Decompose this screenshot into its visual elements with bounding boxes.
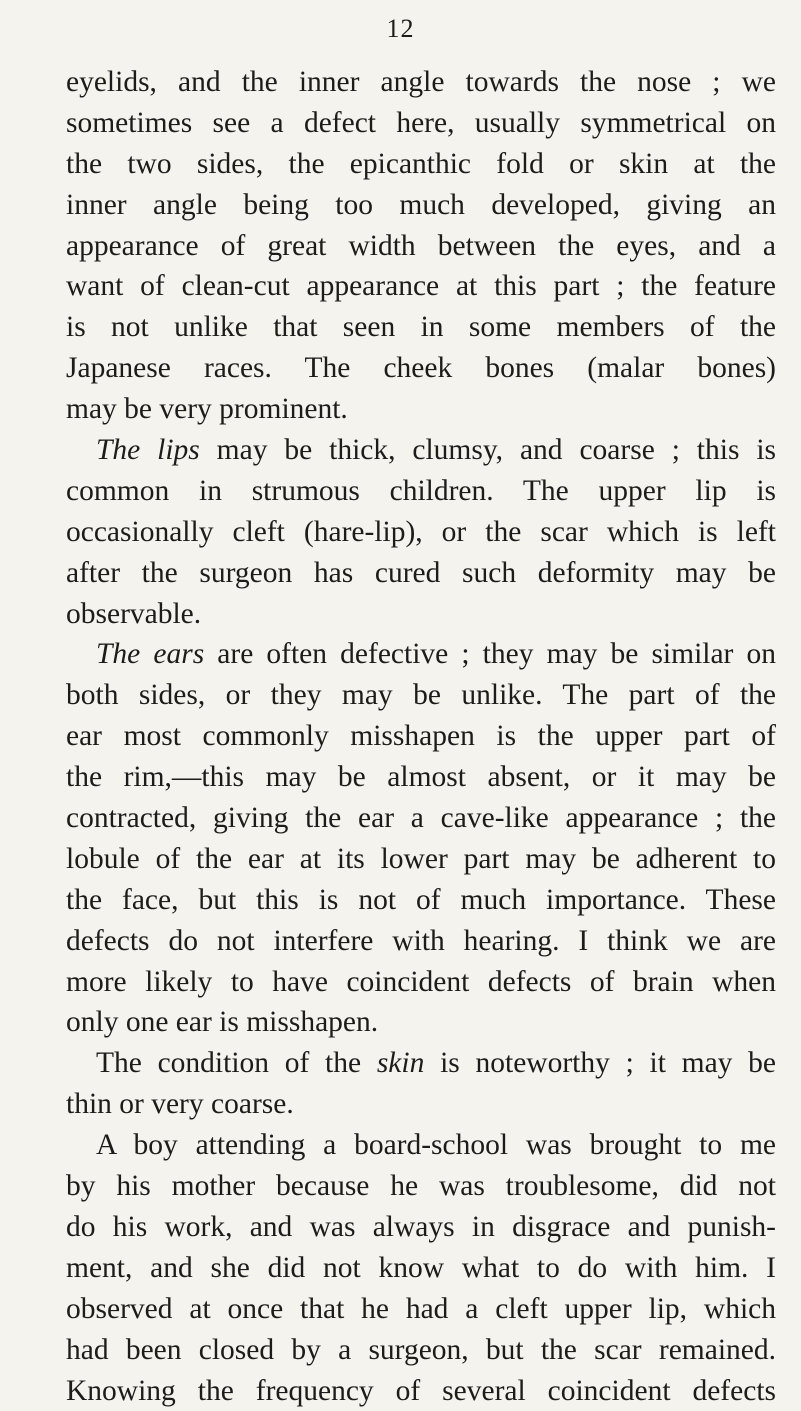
text-segment: are often defective ; they may be similar on [204, 638, 776, 670]
text-segment: appearance of great width between the eyes, and a [66, 230, 776, 262]
text-line [66, 1043, 776, 1084]
text-line [66, 512, 776, 553]
text-segment: is noteworthy ; it may be [424, 1047, 776, 1079]
text-line [66, 1289, 776, 1330]
text-segment: A boy attending a board-school was brought to me [96, 1129, 776, 1161]
text-line [66, 471, 776, 512]
text-segment: the rim,—this may be almost absent, or it may be [66, 761, 776, 793]
text-line [66, 144, 776, 185]
text-segment: common in strumous children. The upper lip is [66, 475, 776, 507]
text-segment: inner angle being too much developed, giving an [66, 189, 776, 221]
text-segment: only one ear is misshapen. [66, 1006, 378, 1038]
text-segment: The condition of the [96, 1047, 377, 1079]
text-line [66, 1166, 776, 1207]
text-segment: observable. [66, 598, 201, 630]
text-line [66, 798, 776, 839]
text-segment: ear most commonly misshapen is the upper part of [66, 720, 776, 752]
text-line [66, 634, 776, 675]
text-line [66, 716, 776, 757]
text-segment: do his work, and was always in disgrace and punish- [66, 1211, 776, 1243]
text-line [66, 921, 776, 962]
text-segment: ment, and she did not know what to do with him. I [66, 1252, 776, 1284]
text-line [66, 430, 776, 471]
text-line [66, 1002, 776, 1043]
text-segment: defects do not interfere with hearing. I think we are [66, 925, 776, 957]
text-segment: may be thick, clumsy, and coarse ; this is [200, 434, 776, 466]
text-segment: the face, but this is not of much importance. These [66, 884, 776, 916]
text-segment: the two sides, the epicanthic fold or skin at the [66, 148, 776, 180]
text-line [66, 839, 776, 880]
text-segment: want of clean-cut appearance at this part ; the feature [66, 270, 776, 302]
text-line [66, 1371, 776, 1411]
text-line [66, 880, 776, 921]
text-segment: Knowing the frequency of several coincident defects [66, 1375, 776, 1407]
text-segment: may be very prominent. [66, 393, 348, 425]
text-line [66, 185, 776, 226]
page-number: 12 [0, 14, 801, 44]
text-segment: eyelids, and the inner angle towards the nose ; we [66, 66, 776, 98]
text-line [66, 675, 776, 716]
text-segment: after the surgeon has cured such deformity may be [66, 557, 776, 589]
text-line [66, 266, 776, 307]
text-segment: lobule of the ear at its lower part may be adherent to [66, 843, 776, 875]
body-text [66, 62, 776, 1411]
text-line [66, 348, 776, 389]
text-line [66, 757, 776, 798]
italic-term: The lips [96, 434, 200, 466]
text-segment: occasionally cleft (hare-lip), or the scar which is left [66, 516, 776, 548]
text-line [66, 1330, 776, 1371]
text-segment: thin or very coarse. [66, 1088, 294, 1120]
text-line [66, 307, 776, 348]
text-line [66, 1248, 776, 1289]
text-segment: contracted, giving the ear a cave-like appearance ; the [66, 802, 776, 834]
text-segment: had been closed by a surgeon, but the scar remained. [66, 1334, 776, 1366]
text-segment: both sides, or they may be unlike. The part of the [66, 679, 776, 711]
text-segment: observed at once that he had a cleft upper lip, which [66, 1293, 776, 1325]
text-line [66, 1207, 776, 1248]
italic-term: The ears [96, 638, 204, 670]
text-line [66, 553, 776, 594]
text-line [66, 962, 776, 1003]
text-line [66, 103, 776, 144]
text-segment: sometimes see a defect here, usually symmetrical on [66, 107, 776, 139]
italic-term: skin [377, 1047, 425, 1079]
text-line [66, 389, 776, 430]
text-line [66, 594, 776, 635]
text-segment: more likely to have coincident defects of brain when [66, 966, 776, 998]
text-line [66, 1084, 776, 1125]
text-segment: is not unlike that seen in some members of the [66, 311, 776, 343]
text-line [66, 1125, 776, 1166]
text-line [66, 62, 776, 103]
text-segment: Japanese races. The cheek bones (malar bones) [66, 352, 776, 384]
text-line [66, 226, 776, 267]
text-segment: by his mother because he was troublesome, did not [66, 1170, 776, 1202]
